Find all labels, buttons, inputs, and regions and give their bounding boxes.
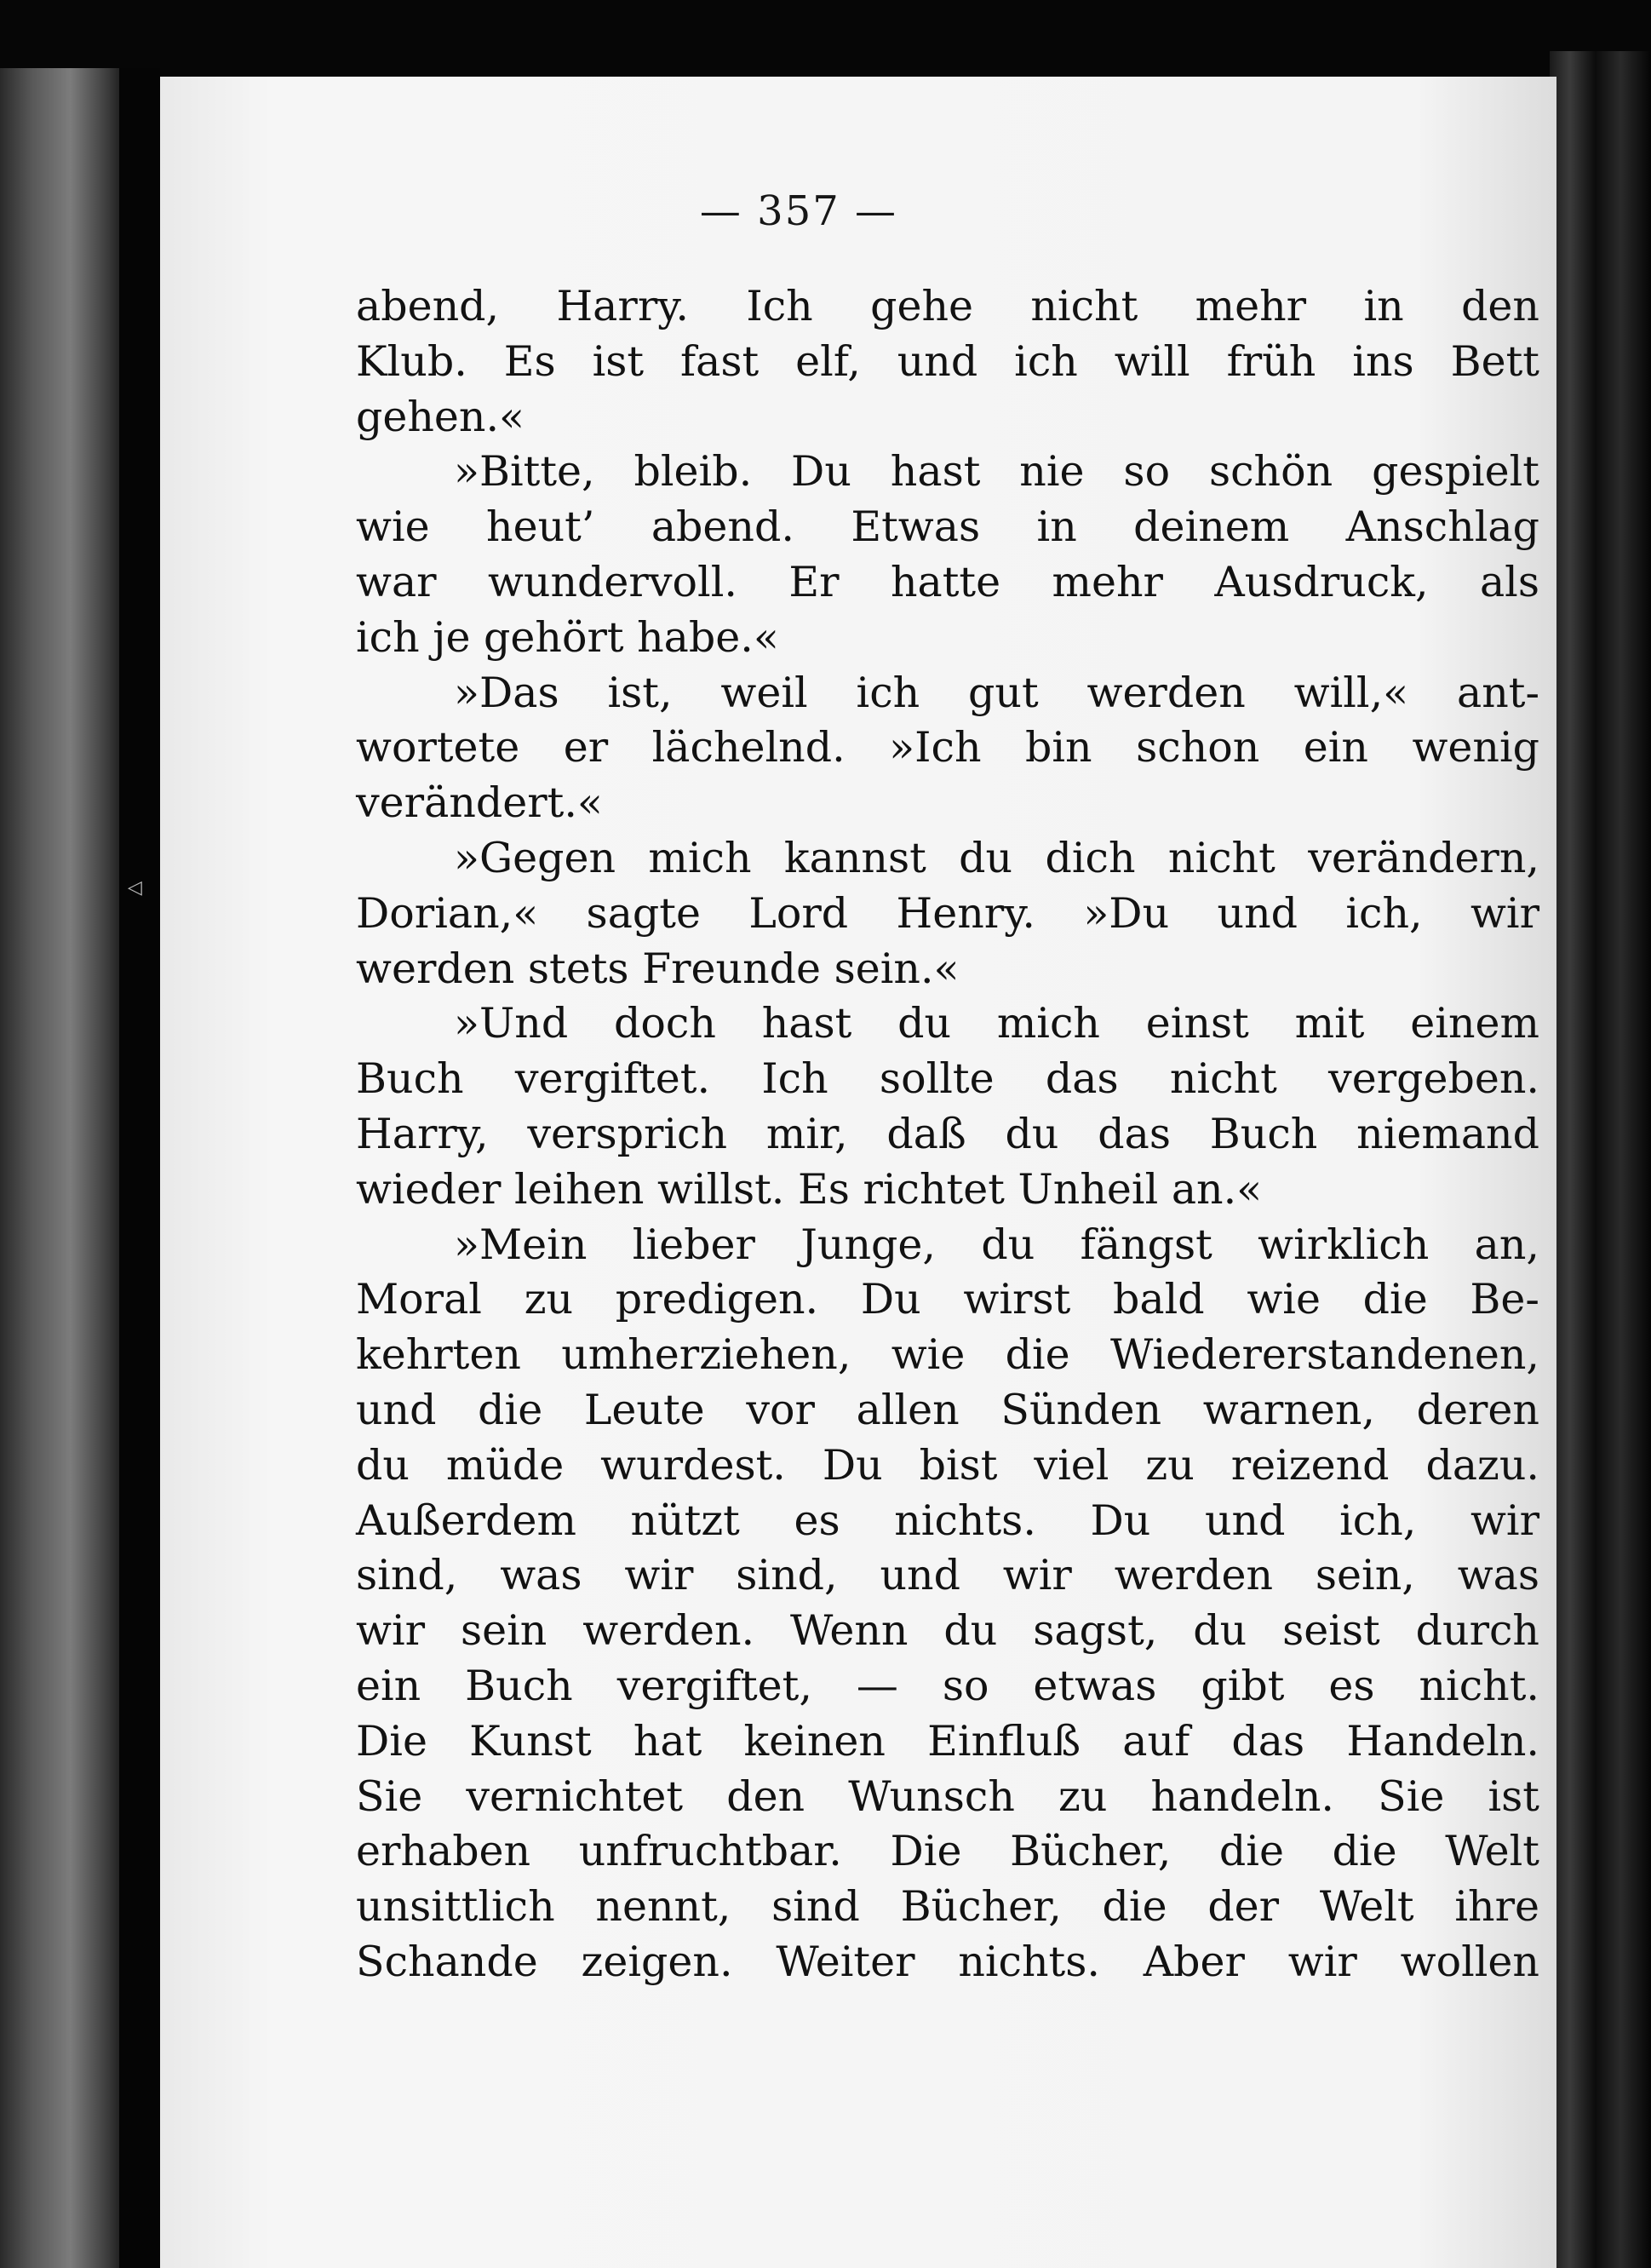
text-line: sind, was wir sind, und wir werden sein, was bbox=[356, 1551, 1539, 1600]
text-line: und die Leute vor allen Sünden warnen, deren bbox=[356, 1385, 1539, 1434]
text-line: unsittlich nennt, sind Bücher, die der Welt ihre bbox=[356, 1882, 1539, 1932]
film-border-right bbox=[1550, 51, 1651, 2268]
text-line: Sie vernichtet den Wunsch zu handeln. Sie ist bbox=[356, 1771, 1539, 1821]
text-line: kehrten umherziehen, wie die Wiedererstandenen, bbox=[356, 1330, 1539, 1380]
text-line: »Mein lieber Junge, du fängst wirklich an, bbox=[454, 1220, 1539, 1269]
film-border-top bbox=[0, 0, 1651, 77]
book-page bbox=[160, 77, 1556, 2268]
text-line: Moral zu predigen. Du wirst bald wie die Be- bbox=[356, 1275, 1539, 1324]
text-line: werden stets Freunde sein.« bbox=[356, 944, 960, 993]
text-line: ein Buch vergiftet, — so etwas gibt es nicht. bbox=[356, 1661, 1539, 1710]
text-line: Buch vergiftet. Ich sollte das nicht vergeben. bbox=[356, 1054, 1539, 1104]
text-line: abend, Harry. Ich gehe nicht mehr in den bbox=[356, 282, 1539, 330]
text-line: wieder leihen willst. Es richtet Unheil an.« bbox=[356, 1164, 1263, 1214]
text-line: verändert.« bbox=[356, 778, 603, 828]
previous-page-edge bbox=[0, 68, 128, 2268]
margin-mark-icon: ◁ bbox=[128, 877, 142, 899]
page-number: — 357 — bbox=[699, 187, 898, 235]
text-line: Harry, versprich mir, daß du das Buch niemand bbox=[356, 1109, 1539, 1158]
text-line: wortete er lächelnd. »Ich bin schon ein wenig bbox=[356, 723, 1539, 772]
text-line: du müde wurdest. Du bist viel zu reizend dazu. bbox=[356, 1440, 1539, 1490]
book-gutter bbox=[119, 68, 160, 2268]
text-line: »Gegen mich kannst du dich nicht verändern, bbox=[454, 833, 1539, 882]
text-line: wir sein werden. Wenn du sagst, du seist durch bbox=[356, 1606, 1539, 1656]
text-line: »Bitte, bleib. Du hast nie so schön gespielt bbox=[454, 447, 1539, 497]
text-line: war wundervoll. Er hatte mehr Ausdruck, als bbox=[356, 557, 1539, 606]
text-line: wie heut’ abend. Etwas in deinem Anschlag bbox=[356, 502, 1539, 552]
text-line: ich je gehört habe.« bbox=[356, 612, 779, 662]
text-line: Schande zeigen. Weiter nichts. Aber wir wollen bbox=[356, 1937, 1539, 1986]
text-line: erhaben unfruchtbar. Die Bücher, die die Welt bbox=[356, 1827, 1539, 1876]
text-line: gehen.« bbox=[356, 392, 525, 441]
text-line: Dorian,« sagte Lord Henry. »Du und ich, wir bbox=[356, 888, 1539, 938]
text-line: »Und doch hast du mich einst mit einem bbox=[454, 999, 1539, 1048]
text-line: Klub. Es ist fast elf, und ich will früh ins Bett bbox=[356, 336, 1539, 386]
text-line: »Das ist, weil ich gut werden will,« ant- bbox=[454, 668, 1539, 717]
text-line: Außerdem nützt es nichts. Du und ich, wir bbox=[356, 1496, 1539, 1545]
body-text bbox=[356, 279, 1539, 1990]
text-line: Die Kunst hat keinen Einfluß auf das Handeln. bbox=[356, 1716, 1539, 1766]
